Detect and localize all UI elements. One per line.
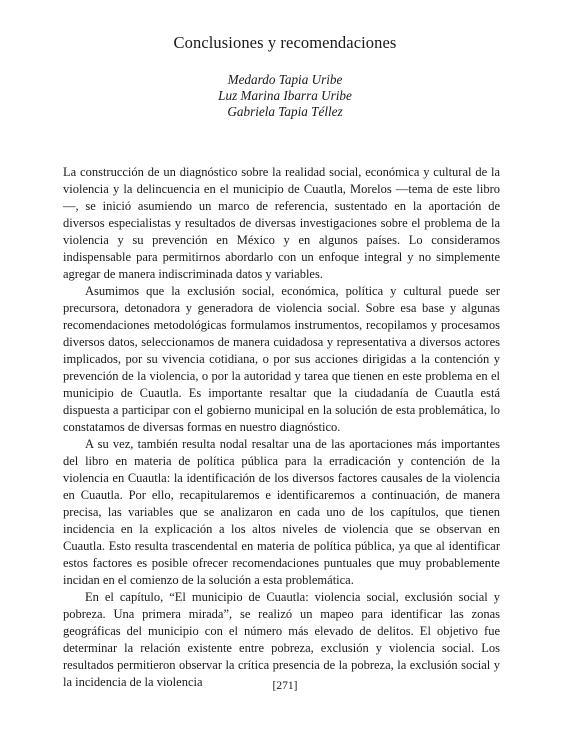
author-name: Medardo Tapia Uribe	[227, 72, 343, 87]
page-number: [271]	[272, 680, 298, 692]
author-name: Luz Marina Ibarra Uribe	[218, 88, 352, 103]
author-list	[0, 72, 570, 120]
paragraph: En el capítulo, “El municipio de Cuautla: violencia social, exclusión social y pobreza. Una primera mirada”, se realizó un mapeo para identificar las zonas geográficas del municipio con el número más elevado de delitos. El objetivo fue determinar la relación existente entre pobreza, exclusión y violencia social. Los resultados permitieron observar la crítica presencia de la pobreza, la exclusión social y la incidencia de la violencia	[63, 590, 500, 689]
body-text	[63, 164, 500, 691]
paragraph: Asumimos que la exclusión social, económica, política y cultural puede ser precursora, detonadora y generadora de violencia social. Sobre esa base y algunas recomendaciones metodológicas formulamos instrumentos, recopilamos y procesamos diversos datos, seleccionamos de manera cuidadosa y representativa a diversos actores implicados, por su vivencia cotidiana, o por sus acciones dirigidas a la contención y prevención de la violencia, o por la autoridad y tarea que tienen en este problema en el municipio de Cuautla. Es importante resaltar que la ciudadanía de Cuautla está dispuesta a participar con el gobierno municipal en la solución de esta problemática, lo constatamos de diversas formas en nuestro diagnóstico.	[63, 284, 500, 434]
chapter-title: Conclusiones y recomendaciones	[173, 33, 397, 52]
author-name: Gabriela Tapia Téllez	[227, 104, 343, 119]
paragraph: A su vez, también resulta nodal resaltar una de las aportaciones más importantes del libro en materia de política pública para la erradicación y contención de la violencia en Cuautla: la identificación de los diversos factores causales de la violencia en Cuautla. Por ello, recapitularemos e identificaremos a continuación, de manera precisa, las variables que se analizaron en cada uno de los capítulos, que tienen incidencia en la explicación a los altos niveles de violencia que se observan en Cuautla. Esto resulta trascendental en materia de política pública, ya que al identificar estos factores es posible ofrecer recomendaciones puntuales que muy probablemente incidan en el comienzo de la solución a esta problemática.	[63, 437, 500, 587]
paragraph: La construcción de un diagnóstico sobre la realidad social, económica y cultural de la violencia y la delincuencia en el municipio de Cuautla, Morelos —tema de este libro—, se inició asumiendo un marco de referencia, sustentado en la aportación de diversos especialistas y resultados de diversas investigaciones sobre el problema de la violencia y su prevención en México y en algunos países. Lo consideramos indispensable para permitirnos abordarlo con un enfoque integral y no simplemente agregar de manera indiscriminada datos y variables.	[63, 165, 500, 281]
